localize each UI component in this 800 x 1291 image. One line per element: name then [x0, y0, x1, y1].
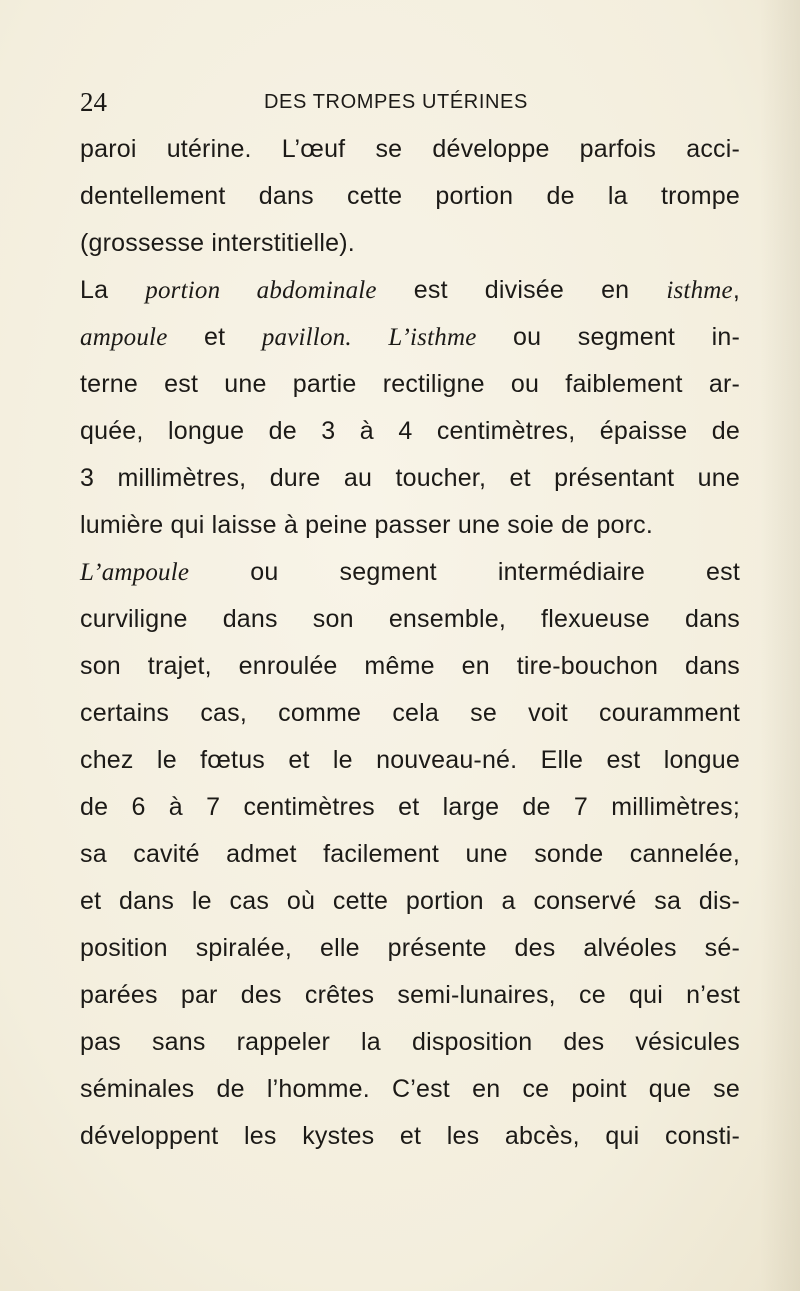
text-line: de 6 à 7 centimètres et large de 7 millimètres;	[80, 793, 740, 821]
text-run: ou segment in-	[476, 323, 740, 351]
running-title: DES TROMPES UTÉRINES	[264, 91, 528, 113]
text-run: ou segment intermédiaire est	[189, 558, 740, 586]
text-line: (grossesse interstitielle).	[80, 229, 355, 257]
text-line: curviligne dans son ensemble, flexueuse dans	[80, 605, 740, 633]
text-line	[80, 314, 740, 361]
text-line: quée, longue de 3 à 4 centimètres, épaisse de	[80, 417, 740, 445]
text-run: est divisée en	[376, 276, 667, 304]
italic-term: portion abdominale	[145, 277, 377, 304]
text-line: certains cas, comme cela se voit couramment	[80, 699, 740, 727]
page-edge-shadow	[760, 0, 800, 1291]
text-line: séminales de l’homme. C’est en ce point que se	[80, 1075, 740, 1103]
text-line: chez le fœtus et le nouveau-né. Elle est longue	[80, 746, 740, 774]
text-line: pas sans rappeler la disposition des vésicules	[80, 1028, 740, 1056]
text-run: La	[80, 276, 146, 304]
text-line: lumière qui laisse à peine passer une soie de porc.	[80, 511, 654, 539]
body-text	[80, 126, 740, 1160]
text-line	[80, 549, 740, 596]
text-line: son trajet, enroulée même en tire-bouchon dans	[80, 652, 740, 680]
italic-term: isthme	[666, 277, 733, 304]
text-line: sa cavité admet facilement une sonde cannelée,	[80, 840, 740, 868]
text-run: et	[167, 323, 262, 351]
text-line: parées par des crêtes semi-lunaires, ce qui n’est	[80, 981, 740, 1009]
italic-term: L’isthme	[388, 324, 477, 351]
italic-term: pavillon.	[261, 324, 352, 351]
text-run: ,	[732, 276, 740, 304]
text-line: dentellement dans cette portion de la trompe	[80, 182, 740, 210]
text-line: terne est une partie rectiligne ou faiblement ar-	[80, 370, 740, 398]
text-run	[352, 323, 389, 351]
page-number: 24	[80, 87, 107, 117]
text-line	[80, 267, 740, 314]
text-line: et dans le cas où cette portion a conservé sa dis-	[80, 887, 740, 915]
text-line: 3 millimètres, dure au toucher, et présentant une	[80, 464, 740, 492]
running-head	[80, 84, 720, 120]
italic-term: ampoule	[80, 324, 168, 351]
text-line: développent les kystes et les abcès, qui consti-	[80, 1122, 740, 1150]
text-line: position spiralée, elle présente des alvéoles sé-	[80, 934, 740, 962]
text-line: paroi utérine. L’œuf se développe parfois acci-	[80, 135, 740, 163]
italic-term: L’ampoule	[80, 559, 190, 586]
